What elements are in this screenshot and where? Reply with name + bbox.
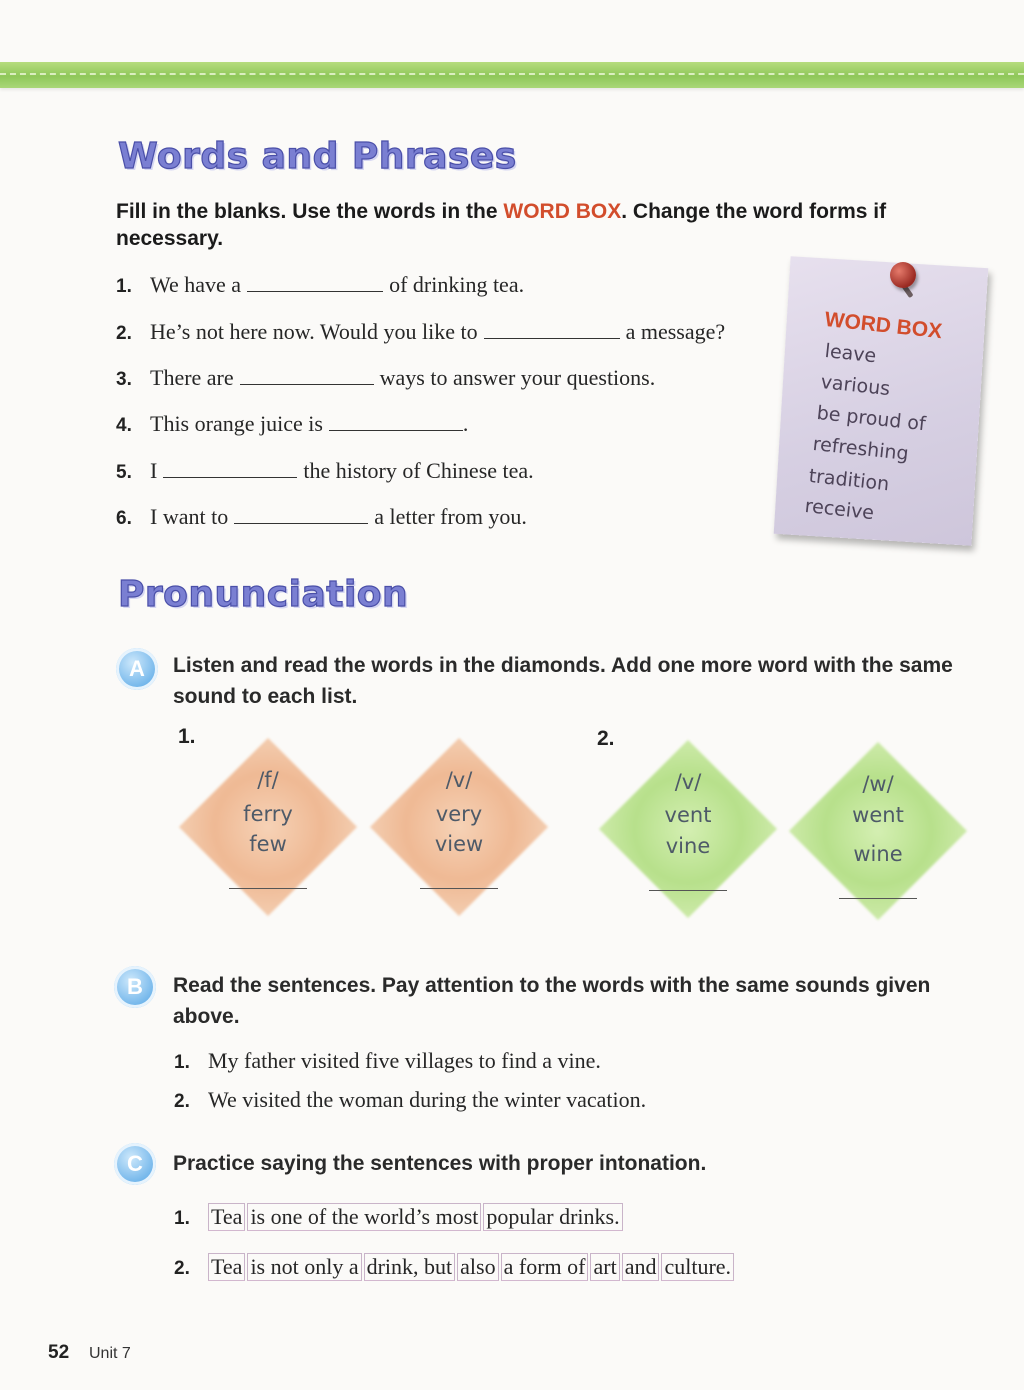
item-number: 2. [174, 1258, 190, 1279]
answer-blank[interactable] [329, 412, 463, 431]
word-box-word: tradition [807, 465, 891, 496]
item-text-after: of drinking tea. [389, 272, 525, 297]
part-a-instruction: Listen and read the words in the diamonds. Add one more word with the same sound to each list. [173, 654, 953, 708]
part-b-badge: B [114, 966, 156, 1008]
exercise-item-6 [116, 504, 527, 530]
intonation-chunk: a form of [501, 1253, 589, 1281]
instruction-word-box-ref: WORD BOX [503, 200, 622, 223]
diamond-v-sound-2 [599, 740, 777, 918]
part-a-badge: A [116, 648, 158, 690]
group-2-number: 2. [597, 727, 615, 750]
item-number: 2. [174, 1091, 190, 1112]
page-number: 52 [48, 1342, 70, 1363]
diamond-v-sound-1 [370, 738, 548, 916]
item-number: 1. [174, 1208, 190, 1229]
word-box-word: refreshing [811, 433, 910, 465]
answer-blank[interactable] [247, 273, 383, 292]
part-c-badge: C [114, 1143, 156, 1185]
intonation-chunk: Tea [208, 1253, 245, 1281]
word-box-word: be proud of [815, 402, 927, 436]
intonation-chunk: drink, but [364, 1253, 456, 1281]
item-number: 1. [174, 1052, 190, 1073]
pushpin-icon [890, 262, 916, 288]
item-text-after: a letter from you. [374, 504, 527, 529]
instruction-text-b: . Change the word forms if necessary. [116, 200, 887, 250]
intonation-chunk: is not only a [247, 1253, 361, 1281]
exercise-item-4 [116, 411, 468, 437]
part-c-sentence-1 [174, 1203, 625, 1231]
part-c-instruction: Practice saying the sentences with proper intonation. [173, 1152, 707, 1175]
exercise-item-2 [116, 319, 725, 345]
sentence-text: We visited the woman during the winter vacation. [208, 1087, 647, 1112]
exercise-item-5 [116, 458, 534, 484]
exercise-item-3 [116, 365, 655, 391]
diamond-answer-blank[interactable] [420, 888, 498, 889]
section-title-pronunciation: Pronunciation [118, 574, 409, 615]
diamond-word: wine [853, 842, 903, 866]
part-b-instruction: Read the sentences. Pay attention to the words with the same sounds given above. [173, 974, 931, 1028]
part-c-sentence-2 [174, 1253, 736, 1281]
item-text-after: a message? [625, 319, 726, 344]
diamond-sound-label: /f/ [257, 768, 279, 792]
word-box-word: various [819, 371, 892, 401]
item-number: 1. [116, 276, 132, 297]
diamond-sound-label: /v/ [674, 770, 702, 794]
diamond-word: went [852, 803, 904, 827]
intonation-chunk: art [590, 1253, 619, 1281]
item-number: 2. [116, 323, 132, 344]
intonation-chunk: is one of the world’s most [247, 1203, 481, 1231]
diamond-answer-blank[interactable] [839, 898, 917, 899]
diamond-sound-label: /v/ [445, 768, 473, 792]
intonation-chunk: also [457, 1253, 498, 1281]
instruction-text-a: Fill in the blanks. Use the words in the [116, 200, 504, 223]
diamond-sound-label: /w/ [862, 772, 894, 796]
intonation-chunk: and [622, 1253, 660, 1281]
answer-blank[interactable] [484, 320, 620, 339]
item-text-before: He’s not here now. Would you like to [150, 319, 478, 344]
item-number: 3. [116, 369, 132, 390]
word-box-title: WORD BOX [823, 308, 944, 344]
item-text-after: ways to answer your questions. [379, 365, 656, 390]
answer-blank[interactable] [240, 366, 374, 385]
answer-blank[interactable] [234, 505, 368, 524]
item-number: 5. [116, 462, 132, 483]
diamond-word: few [249, 832, 287, 856]
diamond-word: very [435, 802, 483, 826]
diamond-word: vine [665, 834, 711, 858]
diamond-w-sound [789, 742, 967, 920]
part-b-sentence-2 [174, 1087, 646, 1113]
intonation-chunk: culture. [661, 1253, 734, 1281]
diamond-f-sound [179, 738, 357, 916]
item-text-after: the history of Chinese tea. [303, 458, 534, 483]
diamond-word: vent [664, 803, 712, 827]
item-number: 4. [116, 415, 132, 436]
item-text-before: This orange juice is [150, 411, 323, 436]
top-decorative-band [0, 62, 1024, 88]
diamond-answer-blank[interactable] [229, 888, 307, 889]
diamond-word: ferry [243, 802, 293, 826]
item-text-before: There are [150, 365, 234, 390]
sentence-text: My father visited five villages to find a vine. [208, 1048, 601, 1073]
diamond-answer-blank[interactable] [649, 890, 727, 891]
part-b-sentence-1 [174, 1048, 601, 1074]
section-title-words-and-phrases: Words and Phrases [118, 136, 517, 177]
intonation-chunk: popular drinks. [483, 1203, 622, 1231]
exercise-item-1 [116, 272, 524, 298]
answer-blank[interactable] [163, 459, 297, 478]
word-box-word: leave [823, 340, 878, 368]
item-number: 6. [116, 508, 132, 529]
unit-label: Unit 7 [89, 1345, 131, 1362]
item-text-before: I want to [150, 504, 229, 529]
word-box-word: receive [803, 495, 876, 525]
group-1-number: 1. [178, 725, 196, 748]
diamond-word: view [434, 832, 484, 856]
intonation-chunk: Tea [208, 1203, 245, 1231]
item-text-before: I [150, 458, 158, 483]
item-text-after: . [462, 411, 469, 436]
instruction-fill-blanks [116, 198, 984, 252]
item-text-before: We have a [150, 272, 242, 297]
